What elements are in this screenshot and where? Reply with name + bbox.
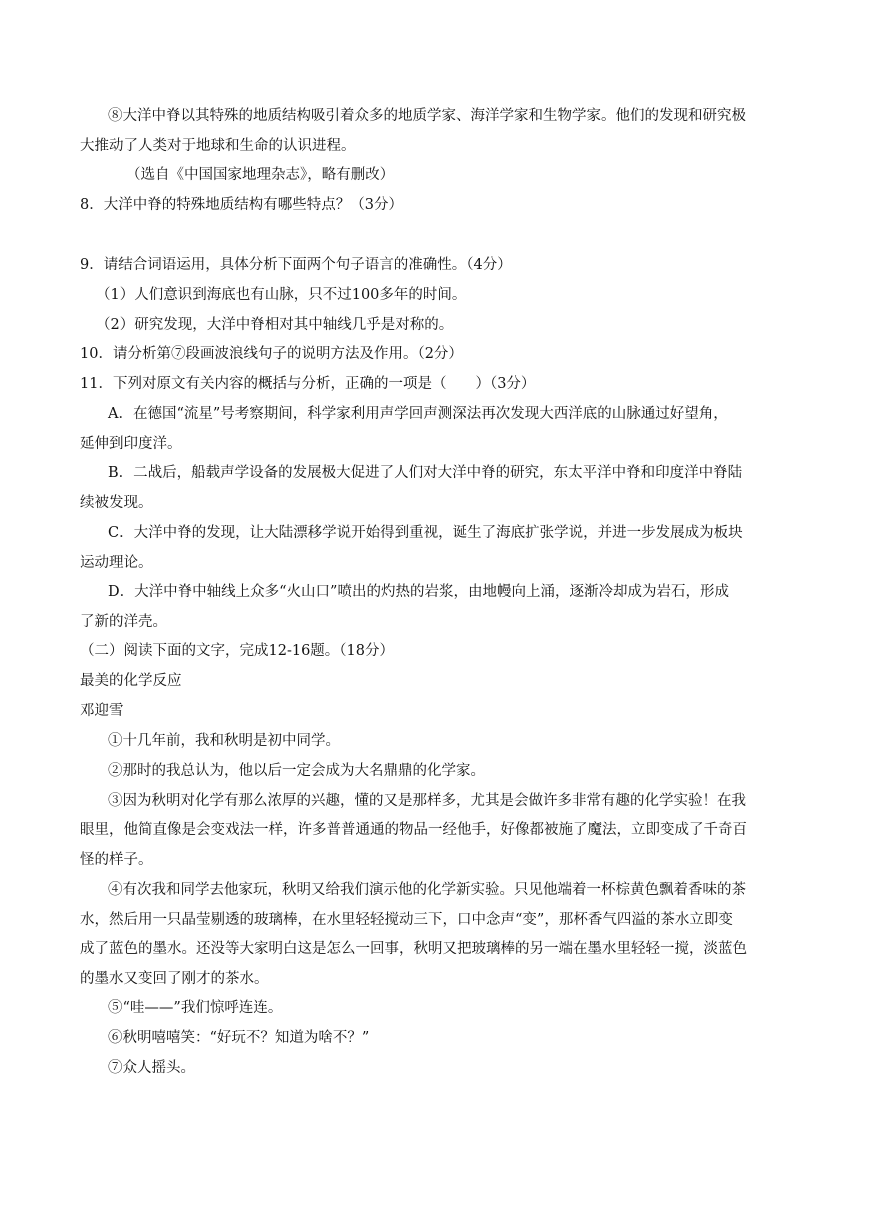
question-9-sentence-1: （1）人们意识到海底也有山脉，只不过100多年的时间。 [96, 287, 467, 303]
question-9-sentence-2: （2）研究发现，大洋中脊相对其中轴线几乎是对称的。 [96, 317, 454, 333]
question-10: 10．请分析第⑦段画波浪线句子的说明方法及作用。（2分） [80, 346, 463, 362]
paragraph-1: ①十几年前，我和秋明是初中同学。 [108, 733, 340, 749]
paragraph-4-line-4: 的墨水又变回了刚才的茶水。 [80, 971, 269, 987]
paragraph-8-line-1: ⑧大洋中脊以其特殊的地质结构吸引着众多的地质学家、海洋学家和生物学家。他们的发现和研究极 [108, 108, 746, 124]
option-d-line-2: 了新的洋壳。 [80, 614, 167, 630]
article-author: 邓迎雪 [80, 703, 124, 719]
paragraph-2: ②那时的我总认为，他以后一定会成为大名鼎鼎的化学家。 [108, 763, 485, 779]
paragraph-4-line-2: 水，然后用一只晶莹剔透的玻璃棒，在水里轻轻搅动三下，口中念声“变”，那杯香气四溢的茶水立即变 [80, 912, 733, 928]
question-11: 11．下列对原文有关内容的概括与分析，正确的一项是（ ）（3分） [80, 376, 536, 392]
paragraph-4-line-3: 成了蓝色的墨水。还没等大家明白这是怎么一回事，秋明又把玻璃棒的另一端在墨水里轻轻一搅，淡蓝色 [80, 941, 747, 957]
paragraph-7: ⑦众人摇头。 [108, 1060, 195, 1076]
option-c-line-2: 运动理论。 [80, 555, 153, 571]
option-a-line-2: 延伸到印度洋。 [80, 436, 182, 452]
option-b-line-2: 续被发现。 [80, 495, 153, 511]
paragraph-6: ⑥秋明嘻嘻笑：“好玩不？知道为啥不？” [108, 1030, 370, 1046]
source-citation: （选自《中国国家地理杂志》，略有删改） [126, 167, 395, 183]
paragraph-3-line-3: 怪的样子。 [80, 852, 153, 868]
question-9: 9．请结合词语运用，具体分析下面两个句子语言的准确性。（4分） [80, 257, 512, 273]
section-2-heading: （二）阅读下面的文字，完成12-16题。（18分） [80, 643, 394, 659]
option-a-line-1: A．在德国“流星”号考察期间，科学家利用声学回声测深法再次发现大西洋底的山脉通过好望角， [108, 406, 728, 422]
paragraph-3-line-1: ③因为秋明对化学有那么浓厚的兴趣，懂的又是那样多，尤其是会做许多非常有趣的化学实验！在我 [108, 793, 746, 809]
paragraph-4-line-1: ④有次我和同学去他家玩，秋明又给我们演示他的化学新实验。只见他端着一杯棕黄色飘着香味的茶 [108, 882, 746, 898]
paragraph-3-line-2: 眼里，他简直像是会变戏法一样，许多普普通通的物品一经他手，好像都被施了魔法，立即变成了千奇百 [80, 822, 747, 838]
question-8: 8．大洋中脊的特殊地质结构有哪些特点？（3分） [80, 197, 403, 213]
paragraph-5: ⑤“哇——”我们惊呼连连。 [108, 1000, 283, 1016]
option-b-line-1: B．二战后，船载声学设备的发展极大促进了人们对大洋中脊的研究，东太平洋中脊和印度洋中脊陆 [108, 465, 743, 481]
article-title: 最美的化学反应 [80, 673, 182, 689]
option-d-line-1: D．大洋中脊中轴线上众多“火山口”喷出的灼热的岩浆，由地幔向上涌，逐渐冷却成为岩石，形成 [108, 584, 729, 600]
option-c-line-1: C．大洋中脊的发现，让大陆漂移学说开始得到重视，诞生了海底扩张学说，并进一步发展成为板块 [108, 525, 743, 541]
paragraph-8-line-2: 大推动了人类对于地球和生命的认识进程。 [80, 138, 356, 154]
